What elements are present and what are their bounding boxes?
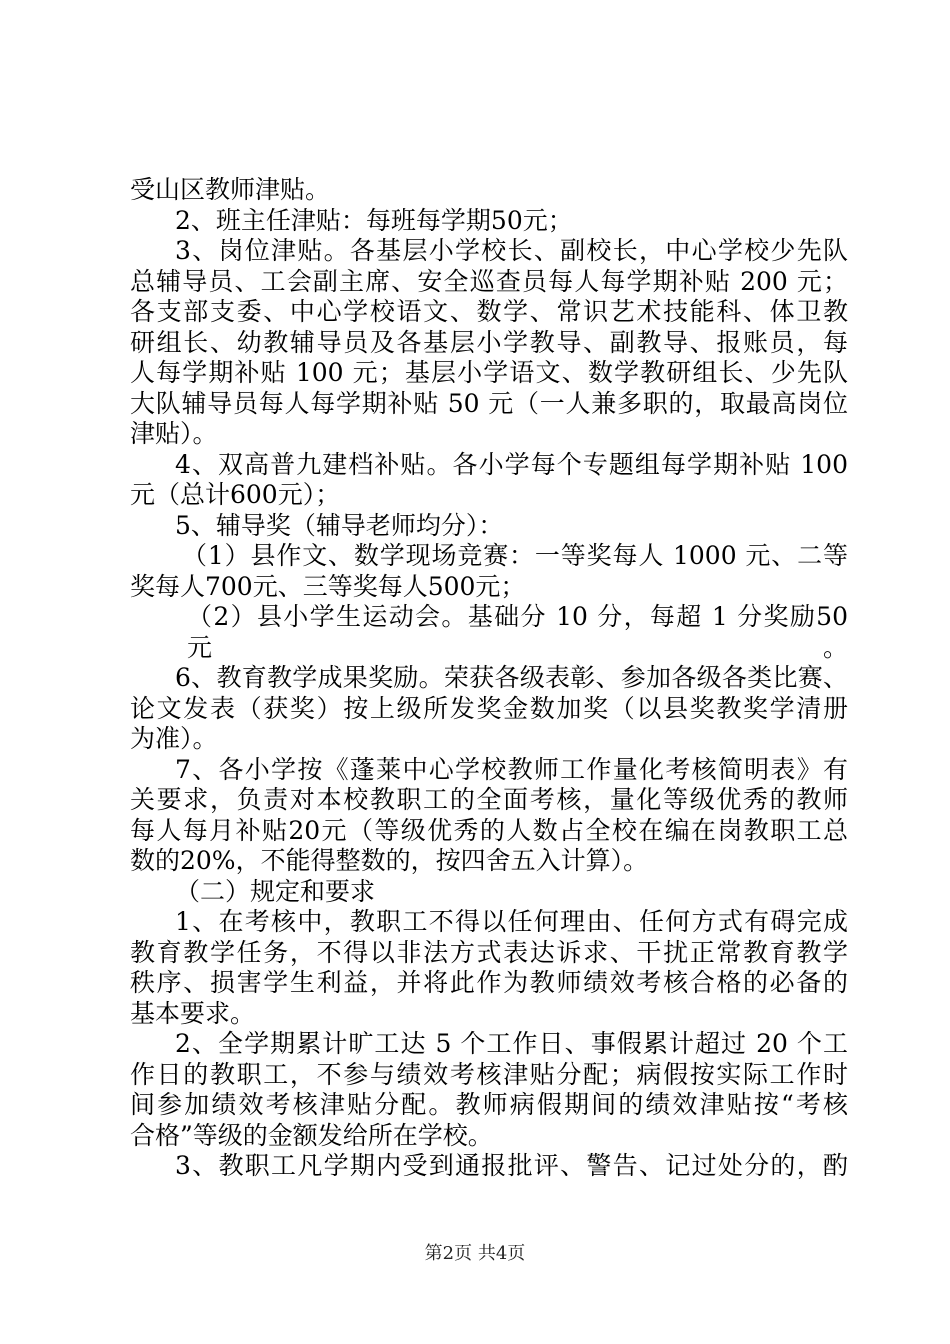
text-line: 间参加绩效考核津贴分配。教师病假期间的绩效津贴按“考核 bbox=[130, 1090, 848, 1119]
text-line: 受山区教师津贴。 bbox=[130, 175, 331, 204]
text-line: 合格”等级的金额发给所在学校。 bbox=[130, 1120, 493, 1150]
text-line: 关要求，负责对本校教职工的全面考核，量化等级优秀的教师 bbox=[130, 785, 848, 814]
text-line: 2、全学期累计旷工达 5 个工作日、事假累计超过 20 个工 bbox=[175, 1029, 848, 1058]
text-line: 论文发表（获奖）按上级所发奖金数加奖（以县奖教奖学清册 bbox=[130, 693, 848, 723]
text-line: 秩序、损害学生利益，并将此作为教师绩效考核合格的必备的 bbox=[130, 968, 848, 997]
text-line: 7、各小学按《蓬莱中心学校教师工作量化考核简明表》有 bbox=[175, 754, 848, 784]
text-line: 奖每人700元、三等奖每人500元； bbox=[130, 571, 526, 601]
text-line: 数的20%，不能得整数的，按四舍五入计算）。 bbox=[130, 846, 649, 875]
text-line: 元（总计600元）； bbox=[130, 480, 341, 509]
text-line: 作日的教职工，不参与绩效考核津贴分配；病假按实际工作时 bbox=[130, 1059, 848, 1089]
text-line: 人每学期补贴 100 元；基层小学语文、数学教研组长、少先队 bbox=[130, 358, 848, 387]
text-line: 5、辅导奖（辅导老师均分）： bbox=[175, 510, 504, 540]
text-line: 大队辅导员每人每学期补贴 50 元（一人兼多职的，取最高岗位 bbox=[130, 388, 848, 418]
text-line: 总辅导员、工会副主席、安全巡查员每人每学期补贴 200 元； bbox=[130, 266, 848, 296]
text-line: 3、岗位津贴。各基层小学校长、副校长，中心学校少先队 bbox=[175, 236, 848, 265]
page-number-footer: 第2页 共4页 bbox=[424, 1243, 526, 1264]
text-line: 为准）。 bbox=[130, 724, 218, 753]
text-line: 研组长、幼教辅导员及各基层小学教导、副教导、报账员，每 bbox=[130, 327, 848, 357]
text-line: （2）县小学生运动会。基础分 10 分，每超 1 分奖励50元。 bbox=[187, 602, 848, 662]
body-text bbox=[130, 175, 848, 1182]
text-line: 每人每月补贴20元（等级优秀的人数占全校在编在岗教职工总 bbox=[130, 815, 848, 845]
text-line: 教育教学任务，不得以非法方式表达诉求、干扰正常教育教学 bbox=[130, 937, 848, 967]
text-line: 津贴）。 bbox=[130, 419, 218, 448]
section-heading: （二）规定和要求 bbox=[175, 876, 376, 906]
text-line: 2、班主任津贴：每班每学期50元； bbox=[175, 205, 573, 235]
text-line: 4、双高普九建档补贴。各小学每个专题组每学期补贴 100 bbox=[175, 449, 848, 479]
text-line: （1）县作文、数学现场竞赛：一等奖每人 1000 元、二等 bbox=[182, 541, 848, 570]
text-line: 各支部支委、中心学校语文、数学、常识艺术技能科、体卫教 bbox=[130, 297, 848, 326]
text-line: 1、在考核中，教职工不得以任何理由、任何方式有碍完成 bbox=[175, 907, 848, 936]
text-line: 基本要求。 bbox=[130, 998, 256, 1028]
text-line: 6、教育教学成果奖励。荣获各级表彰、参加各级各类比赛、 bbox=[175, 663, 848, 692]
text-line: 3、教职工凡学期内受到通报批评、警告、记过处分的，酌 bbox=[175, 1151, 848, 1180]
